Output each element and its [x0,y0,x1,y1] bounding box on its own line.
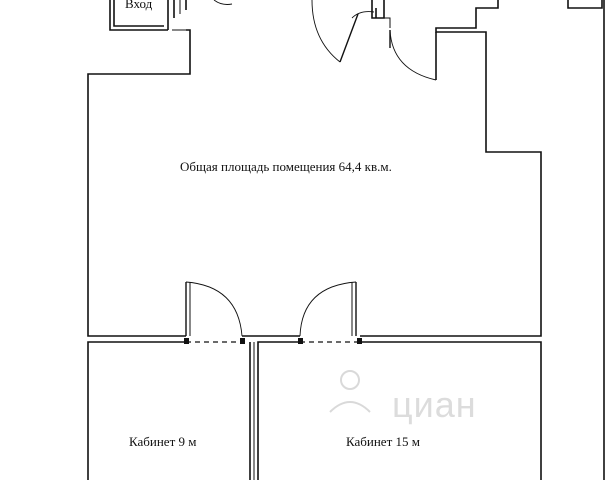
office-9-walls [88,342,250,480]
entrance-label: Вход [125,0,153,11]
office-doors [186,282,356,336]
office-partition [184,338,362,344]
main-hall-walls [88,0,604,480]
room-label-office-15: Кабинет 15 м [346,434,420,449]
watermark-logo-icon [330,371,370,412]
watermark-text: циан [392,384,477,425]
room-label-office-9: Кабинет 9 м [129,434,197,449]
total-area-label: Общая площадь помещения 64,4 кв.м. [180,159,392,174]
upper-doors [312,0,436,80]
